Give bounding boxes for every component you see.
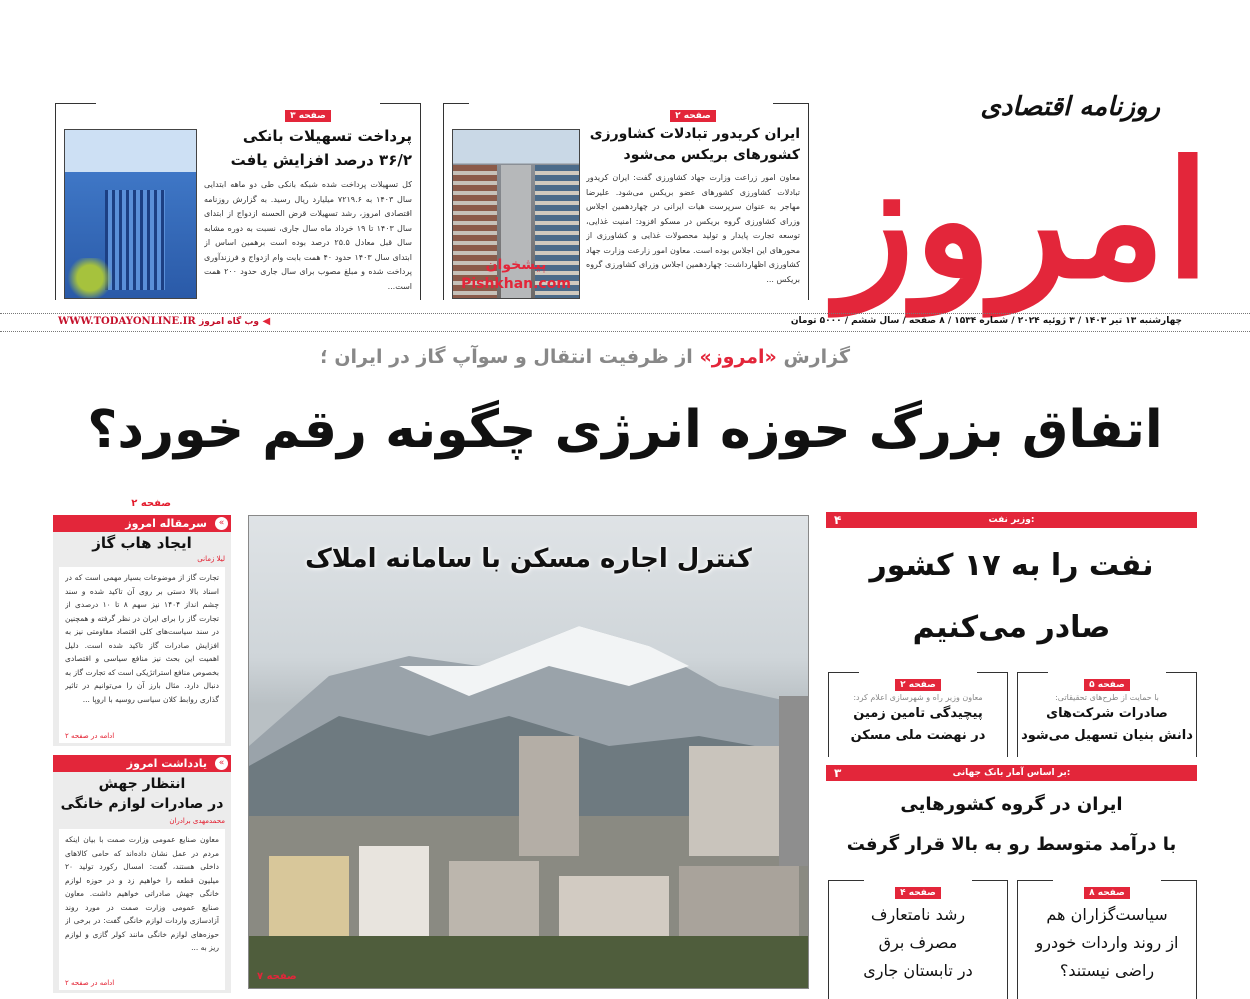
- page-tag: صفحه ۸: [1084, 887, 1130, 899]
- note-box[interactable]: [53, 755, 231, 993]
- continued-link[interactable]: ادامه در صفحه ۲: [65, 979, 115, 987]
- title-line-1: پرداخت تسهیلات بانکی: [242, 127, 412, 145]
- photo-page-ref: صفحه ۷: [257, 971, 297, 982]
- continued-link[interactable]: ادامه در صفحه ۲: [65, 732, 115, 740]
- teaser-bank-loans[interactable]: [55, 103, 421, 300]
- teaser-title: [204, 124, 412, 172]
- title-line-2: در صادرات لوازم خانگی: [60, 796, 224, 812]
- website-link[interactable]: [58, 316, 270, 327]
- headline-line-3: راضی نیستند؟: [1059, 961, 1155, 980]
- teaser-title: [586, 124, 800, 166]
- sub-story-knowledge-based[interactable]: [1017, 672, 1197, 757]
- headline-line-1: صادرات شرکت‌های: [1046, 706, 1168, 721]
- logo-text: امروز: [837, 126, 1210, 314]
- page-ref: صفحه ۲: [131, 498, 171, 509]
- sub-story-electricity[interactable]: [828, 880, 1008, 999]
- title-line-1: ایران کریدور تبادلات کشاورزی: [589, 126, 800, 142]
- editorial-box[interactable]: [53, 498, 231, 746]
- masthead-logo[interactable]: [837, 60, 1210, 314]
- kicker: با حمایت از طرح‌های تحقیقاتی:: [1055, 693, 1159, 702]
- divider: [0, 313, 1250, 314]
- headline-line-3: در تابستان جاری: [863, 961, 973, 980]
- lead-kicker: [320, 346, 850, 368]
- teaser-body: معاون امور زراعت وزارت جهاد کشاورزی گفت: ایران کریدور تبادلات کشاورزی کشورهای عضو بریکس می‌شود. علیرضا مهاجر به عنوان سرپرست هیات ایرانی در چهاردهمین اجلاس وزرای کشاورزی گروه بریکس در مسکو افزود: امنیت غذایی، توسعه تجارت پایدار و تولید محصولات غذایی و کشاورزی از محورهای این اجلاس بوده است. معاون امور زارعت وزارت جهاد کشاورزی اظهارداشت: چهاردهمین اجلاس وزرای کشاورزی گروه بریکس ...: [586, 173, 800, 284]
- sub-story-housing-land[interactable]: [828, 672, 1008, 757]
- title-line-1: انتظار جهش: [98, 776, 186, 792]
- section-title: یادداشت امروز: [126, 757, 207, 770]
- note-title: [53, 774, 231, 814]
- kicker: وزیر نفت:: [988, 515, 1035, 525]
- kicker: معاون وزیر راه و شهرسازی اعلام کرد:: [853, 693, 983, 702]
- page-number: ۳: [834, 766, 842, 780]
- author: محمدمهدی برادران: [169, 817, 225, 825]
- author: لیلا زمانی: [197, 555, 225, 563]
- logo-subtitle: روزنامه اقتصادی: [980, 92, 1160, 122]
- teaser-brics-agriculture[interactable]: [443, 103, 809, 300]
- section-bar: [826, 512, 1197, 528]
- headline-line-1: سیاست‌گزاران هم: [1046, 905, 1168, 924]
- headline-line-1: پیچیدگی تامین زمین: [853, 706, 983, 721]
- title-line-2: ۳۶/۲ درصد افزایش یافت: [230, 151, 412, 169]
- headline-line-2: صادر می‌کنیم: [912, 610, 1111, 645]
- chevron-icon: «: [214, 756, 229, 771]
- kicker-brand: «امروز»: [699, 346, 777, 368]
- section-title: سرمقاله امروز: [125, 517, 207, 530]
- headline-line-2: از روند واردات خودرو: [1035, 933, 1179, 952]
- website-url[interactable]: WWW.TODAYONLINE.IR: [58, 316, 196, 327]
- mountain-illustration: [249, 516, 809, 989]
- page-tag: صفحه ۲: [670, 110, 716, 122]
- central-bank-photo: [64, 129, 197, 299]
- page-tag: صفحه ۳: [285, 110, 331, 122]
- arrow-icon: ◀: [262, 316, 271, 327]
- note-body: معاون صنایع عمومی وزارت صمت با بیان اینکه مردم در عمل نشان داده‌اند که حامی کالاهای داخلی هستند، گفت: امسال رکورد تولید ۲۰ میلیون قطعه را خواهیم زد و در حوزه لوازم خانگی جهش صادراتی خواهیم داشت. معاون صنایع عمومی وزارت صمت در مورد روند آزادسازی واردات لوازم خانگی گفت: در برخی از حوزه‌های لوازم خانگی مانند کولر گازی و لوازم ریز به ...: [65, 835, 219, 952]
- kicker: بر اساس آمار بانک جهانی:: [952, 768, 1071, 778]
- title-line-2: کشورهای بریکس می‌شود: [623, 147, 800, 163]
- headline-line-1: ایران در گروه کشورهایی: [900, 794, 1123, 815]
- headline-line-1: نفت را به ۱۷ کشور: [869, 548, 1154, 583]
- editorial-title: ایجاد هاب گاز: [92, 534, 192, 552]
- section-bar: [826, 765, 1197, 781]
- page-number: ۴: [834, 513, 842, 527]
- page-tag: صفحه ۴: [895, 887, 941, 899]
- website-label: وب گاه امروز: [199, 317, 259, 327]
- editorial-body: تجارت گاز از موضوعات بسیار مهمی است که در اسناد بالا دستی بر روی آن تاکید شده و سند چشم انداز ۱۴۰۴ نیز سهم ۸ تا ۱۰ درصدی از تجارت گاز را برای ایران در نظر گرفته و همچنین در سند سیاست‌های کلی اقتصاد مقاومتی نیز به افزایش صادرات گاز تاکید شده است. دلیل اهمیت این بحث نیز منافع سیاسی و اقتصادی بخصوص منافع استراتژیکی است که تجارت گاز به دنبال دارد. مثال بارز آن را می‌توانیم در تاثیر گذاری روابط کلان سیاسی روسیه با اروپا ...: [65, 573, 219, 704]
- port-photo: [452, 129, 580, 299]
- lead-headline[interactable]: اتفاق بزرگ حوزه انرژی چگونه رقم خورد؟: [87, 400, 1163, 460]
- headline-line-2: با درآمد متوسط رو به بالا قرار گرفت: [846, 834, 1177, 855]
- photo-caption: کنترل اجاره مسکن با سامانه املاک: [305, 544, 752, 574]
- sub-story-car-imports[interactable]: [1017, 880, 1197, 999]
- headline-line-2: دانش بنیان تسهیل می‌شود: [1021, 728, 1193, 743]
- headline-line-1: رشد نامتعارف: [870, 905, 966, 924]
- dateline: چهارشنبه ۱۳ تیر ۱۴۰۳ / ۳ ژوئیه ۲۰۲۴ / شماره ۱۵۳۴ / ۸ صفحه / سال ششم / ۵۰۰۰ تومان: [790, 316, 1182, 326]
- teaser-body: کل تسهیلات پرداخت شده شبکه بانکی طی دو ماهه ابتدایی سال ۱۴۰۳ به ۷۲۱۹.۶ میلیارد ریال رسید. به گزارش روزنامه اقتصادی امروز، رشد تسهیلات قرض الحسنه ازدواج از ابتدای سال ۱۴۰۳ تا ۱۹ خرداد ماه سال جاری، نسبت به دوره مشابه سال قبل معادل ۲۵.۵ درصد بوده است برهمین اساس از ابتدای سال ۱۴۰۳ حدود ۴۰ همت بابت وام ازدواج و فرزندآوری پرداخت شده و مبلغ مصوب برای سال جاری حدود ۲۰۰ همت است...: [204, 180, 412, 291]
- chevron-icon: «: [214, 516, 229, 531]
- page-tag: صفحه ۲: [895, 679, 941, 691]
- divider: [0, 331, 1250, 332]
- tehran-photo[interactable]: [248, 515, 809, 989]
- story-world-bank[interactable]: [826, 785, 1197, 865]
- kicker-text: گزارش «امروز» از ظرفیت انتقال و سوآپ گاز در ایران ؛: [320, 346, 850, 368]
- story-oil-exports[interactable]: [826, 535, 1197, 659]
- section-header: [53, 515, 231, 532]
- page-tag: صفحه ۵: [1084, 679, 1130, 691]
- headline-line-2: در نهضت ملی مسکن: [850, 728, 986, 743]
- watermark: پیشخوان Pishkhan.com: [461, 257, 571, 292]
- section-header: [53, 755, 231, 772]
- headline-line-2: مصرف برق: [878, 933, 958, 952]
